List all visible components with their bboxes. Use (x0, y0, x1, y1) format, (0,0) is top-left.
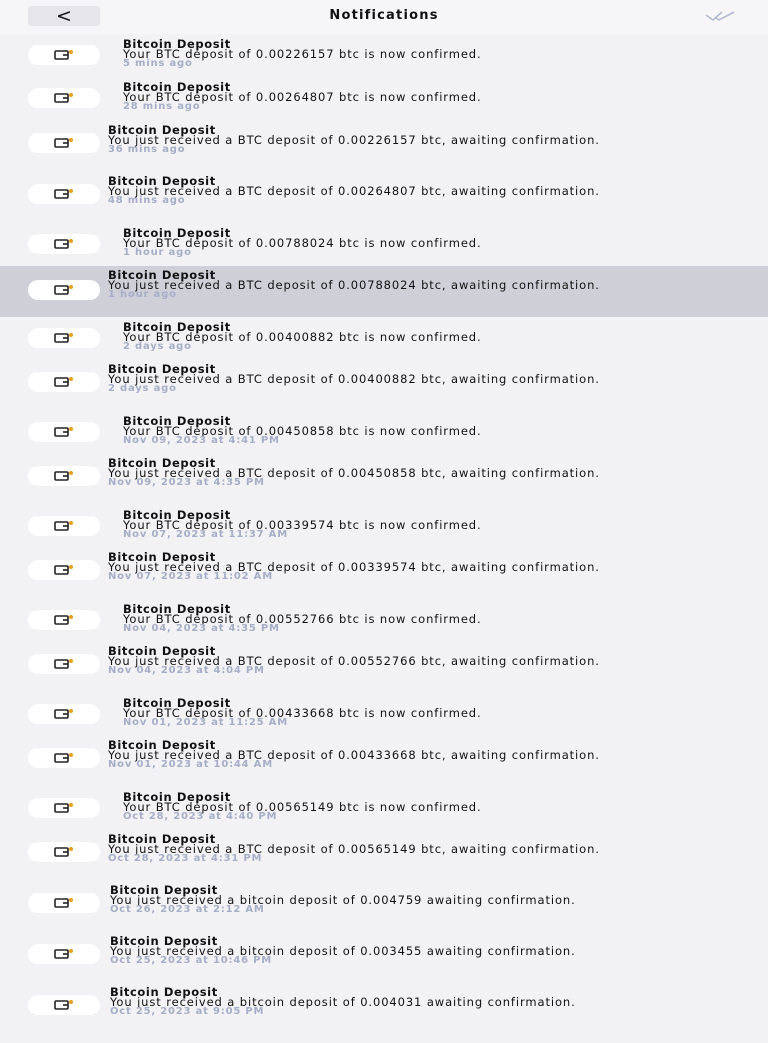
notification-body: You just received a BTC deposit of 0.00450858 btc, awaiting confirmation. (108, 466, 600, 480)
notification-title: Bitcoin Deposit (108, 456, 216, 470)
notification-body: You just received a BTC deposit of 0.00552766 btc, awaiting confirmation. (108, 654, 600, 668)
wallet-icon-badge (28, 422, 100, 442)
wallet-icon-badge (28, 280, 100, 300)
wallet-icon (54, 188, 74, 200)
notification-title: Bitcoin Deposit (123, 414, 231, 428)
notification-item[interactable] (0, 77, 768, 121)
wallet-icon-badge (28, 893, 100, 913)
notification-body: Your BTC deposit of 0.00450858 btc is now confirmed. (123, 424, 482, 438)
notification-text (110, 936, 708, 966)
notification-time: 1 hour ago (123, 247, 192, 258)
notification-item[interactable] (0, 881, 768, 932)
notification-title: Bitcoin Deposit (123, 37, 231, 51)
wallet-icon (54, 999, 74, 1011)
wallet-icon (54, 752, 74, 764)
notification-title: Bitcoin Deposit (123, 320, 231, 334)
notification-item[interactable] (0, 266, 768, 317)
notification-item[interactable] (0, 642, 768, 693)
notification-time: Nov 07, 2023 at 11:02 AM (108, 571, 273, 582)
notification-time: Nov 09, 2023 at 4:41 PM (123, 435, 280, 446)
wallet-icon (54, 564, 74, 576)
notification-time: Nov 07, 2023 at 11:37 AM (123, 529, 288, 540)
wallet-icon-badge (28, 704, 100, 724)
notification-title: Bitcoin Deposit (123, 508, 231, 522)
notification-item[interactable] (0, 932, 768, 983)
notification-item[interactable] (0, 34, 768, 77)
notification-body: Your BTC deposit of 0.00264807 btc is now confirmed. (123, 90, 482, 104)
notification-item[interactable] (0, 787, 768, 830)
wallet-icon-badge (28, 798, 100, 818)
mark-all-read-button[interactable] (704, 8, 738, 26)
notification-time: 2 days ago (123, 341, 192, 352)
notification-text (108, 364, 708, 394)
double-check-icon (704, 8, 738, 26)
notification-item[interactable] (0, 505, 768, 548)
notification-body: Your BTC deposit of 0.00226157 btc is now confirmed. (123, 47, 482, 61)
notification-item[interactable] (0, 121, 768, 172)
notification-text (108, 458, 708, 488)
notification-item[interactable] (0, 548, 768, 599)
notification-text (108, 270, 708, 300)
wallet-icon-badge (28, 560, 100, 580)
notification-text (123, 792, 708, 822)
notification-item[interactable] (0, 360, 768, 411)
notification-body: You just received a BTC deposit of 0.00400882 btc, awaiting confirmation. (108, 372, 600, 386)
notification-title: Bitcoin Deposit (123, 696, 231, 710)
wallet-icon (54, 92, 74, 104)
wallet-icon-badge (28, 372, 100, 392)
wallet-icon (54, 238, 74, 250)
notification-text (123, 322, 708, 352)
notification-time: 5 mins ago (123, 58, 193, 69)
wallet-icon-badge (28, 748, 100, 768)
notification-text (108, 176, 708, 206)
notification-body: You just received a BTC deposit of 0.00226157 btc, awaiting confirmation. (108, 133, 600, 147)
notification-body: You just received a BTC deposit of 0.00339574 btc, awaiting confirmation. (108, 560, 600, 574)
notification-item[interactable] (0, 411, 768, 454)
notification-title: Bitcoin Deposit (123, 602, 231, 616)
notification-text (110, 987, 708, 1017)
notification-item[interactable] (0, 317, 768, 360)
notification-title: Bitcoin Deposit (108, 268, 216, 282)
wallet-icon (54, 802, 74, 814)
notification-title: Bitcoin Deposit (108, 362, 216, 376)
notification-time: 36 mins ago (108, 144, 186, 155)
wallet-icon-badge (28, 466, 100, 486)
wallet-icon-badge (28, 654, 100, 674)
wallet-icon (54, 658, 74, 670)
wallet-icon-badge (28, 328, 100, 348)
wallet-icon (54, 376, 74, 388)
notification-item[interactable] (0, 983, 768, 1043)
wallet-icon-badge (28, 610, 100, 630)
notification-item[interactable] (0, 830, 768, 881)
notification-time: Oct 28, 2023 at 4:31 PM (108, 853, 263, 864)
notification-time: Nov 01, 2023 at 11:25 AM (123, 717, 288, 728)
notification-body: Your BTC deposit of 0.00433668 btc is now confirmed. (123, 706, 482, 720)
notification-text (108, 646, 708, 676)
notification-text (108, 834, 708, 864)
notification-body: You just received a BTC deposit of 0.00565149 btc, awaiting confirmation. (108, 842, 600, 856)
notification-text (108, 552, 708, 582)
notification-time: 2 days ago (108, 383, 177, 394)
notification-text (123, 416, 708, 446)
wallet-icon (54, 137, 74, 149)
wallet-icon-badge (28, 45, 100, 65)
notification-body: You just received a bitcoin deposit of 0.004759 awaiting confirmation. (110, 893, 576, 907)
notification-time: Nov 09, 2023 at 4:35 PM (108, 477, 265, 488)
wallet-icon (54, 470, 74, 482)
notification-body: Your BTC deposit of 0.00400882 btc is now confirmed. (123, 330, 482, 344)
header-bar (0, 0, 768, 34)
wallet-icon (54, 948, 74, 960)
notification-body: Your BTC deposit of 0.00339574 btc is now confirmed. (123, 518, 482, 532)
notification-text (108, 740, 708, 770)
wallet-icon-badge (28, 995, 100, 1015)
notification-body: You just received a BTC deposit of 0.00433668 btc, awaiting confirmation. (108, 748, 600, 762)
notification-time: 1 hour ago (108, 289, 177, 300)
wallet-icon-badge (28, 133, 100, 153)
notification-time: 48 mins ago (108, 195, 186, 206)
notification-time: Oct 25, 2023 at 9:05 PM (110, 1006, 265, 1017)
notification-body: You just received a bitcoin deposit of 0.004031 awaiting confirmation. (110, 995, 576, 1009)
wallet-icon (54, 284, 74, 296)
notification-title: Bitcoin Deposit (110, 934, 218, 948)
notification-title: Bitcoin Deposit (123, 226, 231, 240)
wallet-icon (54, 897, 74, 909)
notification-time: 28 mins ago (123, 101, 201, 112)
notification-title: Bitcoin Deposit (108, 550, 216, 564)
wallet-icon (54, 332, 74, 344)
wallet-icon-badge (28, 842, 100, 862)
notification-time: Oct 26, 2023 at 2:12 AM (110, 904, 265, 915)
notification-time: Oct 28, 2023 at 4:40 PM (123, 811, 278, 822)
notification-body: You just received a BTC deposit of 0.00788024 btc, awaiting confirmation. (108, 278, 600, 292)
notification-time: Nov 04, 2023 at 4:35 PM (123, 623, 280, 634)
wallet-icon-badge (28, 88, 100, 108)
wallet-icon (54, 846, 74, 858)
notification-text (110, 885, 708, 915)
notification-time: Nov 01, 2023 at 10:44 AM (108, 759, 273, 770)
notification-time: Oct 25, 2023 at 10:46 PM (110, 955, 273, 966)
notification-text (123, 698, 708, 728)
wallet-icon-badge (28, 944, 100, 964)
notification-text (123, 604, 708, 634)
notification-title: Bitcoin Deposit (108, 832, 216, 846)
wallet-icon-badge (28, 184, 100, 204)
wallet-icon (54, 520, 74, 532)
wallet-icon (54, 708, 74, 720)
notification-text (123, 228, 708, 258)
notification-title: Bitcoin Deposit (123, 80, 231, 94)
wallet-icon (54, 426, 74, 438)
notification-list (0, 34, 768, 1043)
wallet-icon (54, 614, 74, 626)
notification-item[interactable] (0, 454, 768, 505)
wallet-icon (54, 49, 74, 61)
notification-title: Bitcoin Deposit (108, 644, 216, 658)
notification-text (123, 39, 708, 69)
notification-item[interactable] (0, 736, 768, 787)
notification-text (123, 82, 708, 112)
notification-title: Bitcoin Deposit (110, 883, 218, 897)
notification-text (123, 510, 708, 540)
chevron-left-icon: < (56, 5, 72, 27)
notification-item[interactable] (0, 172, 768, 223)
notification-body: You just received a BTC deposit of 0.00264807 btc, awaiting confirmation. (108, 184, 600, 198)
notification-text (108, 125, 708, 155)
notification-body: You just received a bitcoin deposit of 0.003455 awaiting confirmation. (110, 944, 576, 958)
wallet-icon-badge (28, 516, 100, 536)
notification-body: Your BTC deposit of 0.00788024 btc is now confirmed. (123, 236, 482, 250)
notification-title: Bitcoin Deposit (123, 790, 231, 804)
notification-title: Bitcoin Deposit (110, 985, 218, 999)
wallet-icon-badge (28, 234, 100, 254)
notification-item[interactable] (0, 223, 768, 266)
notification-item[interactable] (0, 693, 768, 736)
notification-body: Your BTC deposit of 0.00552766 btc is now confirmed. (123, 612, 482, 626)
page-title: Notifications (329, 8, 439, 23)
notification-item[interactable] (0, 599, 768, 642)
notification-title: Bitcoin Deposit (108, 174, 216, 188)
notification-body: Your BTC deposit of 0.00565149 btc is now confirmed. (123, 800, 482, 814)
notification-time: Nov 04, 2023 at 4:04 PM (108, 665, 265, 676)
notification-title: Bitcoin Deposit (108, 123, 216, 137)
notification-title: Bitcoin Deposit (108, 738, 216, 752)
